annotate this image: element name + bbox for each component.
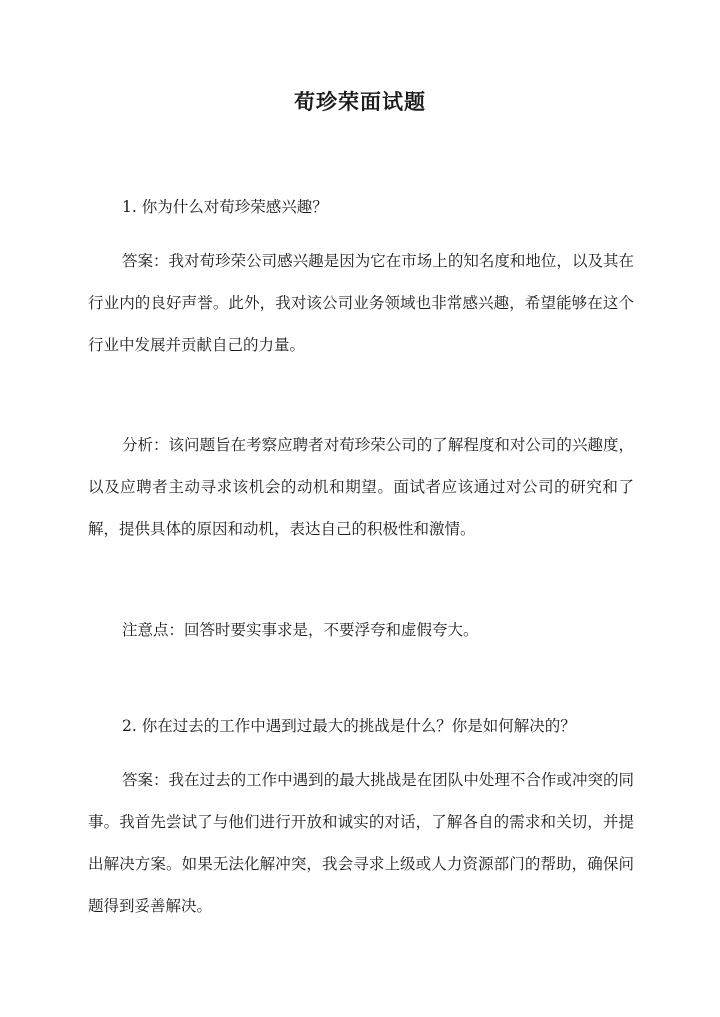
answer-2: 答案：我在过去的工作中遇到的最大挑战是在团队中处理不合作或冲突的同事。我首先尝试了与他们进行开放和诚实的对话，了解各自的需求和关切，并提出解决方案。如果无法化解冲突，我会寻求上级或人力资源部门的帮助，确保问题得到妥善解决。 [88, 771, 634, 915]
analysis-1: 分析：该问题旨在考察应聘者对荀珍荣公司的了解程度和对公司的兴趣度，以及应聘者主动寻求该机会的动机和期望。面试者应该通过对公司的研究和了解，提供具体的原因和动机，表达自己的积极性和激情。 [88, 436, 634, 538]
question-1: 1. 你为什么对荀珍荣感兴趣？ [122, 198, 328, 216]
note-1: 注意点：回答时要实事求是，不要浮夸和虚假夸大。 [122, 621, 479, 639]
document-title: 荀珍荣面试题 [294, 89, 426, 114]
answer-1: 答案：我对荀珍荣公司感兴趣是因为它在市场上的知名度和地位，以及其在行业内的良好声誉。此外，我对该公司业务领域也非常感兴趣，希望能够在这个行业中发展并贡献自己的力量。 [88, 252, 634, 354]
question-2: 2. 你在过去的工作中遇到过最大的挑战是什么？你是如何解决的？ [122, 717, 576, 735]
